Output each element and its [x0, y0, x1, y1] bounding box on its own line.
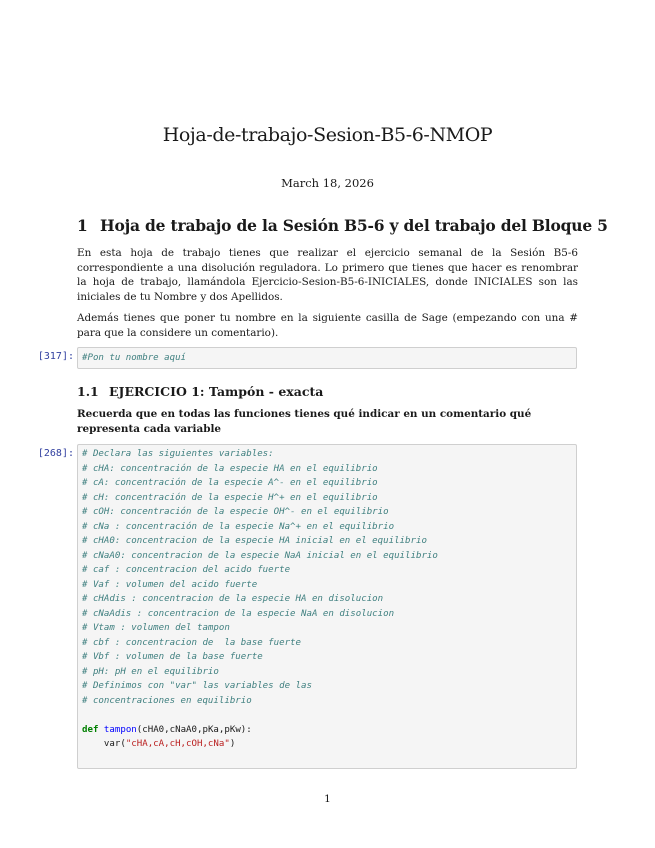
code-comment: # cHA0: concentracion de la especie HA inicial en el equilibrio — [82, 536, 427, 546]
code-comment: # cHA: concentración de la especie HA en el equilibrio — [82, 463, 378, 474]
code-comment: # Vbf : volumen de la base fuerte — [82, 652, 263, 662]
code-editor[interactable] — [78, 348, 576, 368]
document-title: Hoja-de-trabajo-Sesion-B5-6-NMOP — [162, 124, 493, 146]
code-comment: # cA: concentración de la especie A^- en el equilibrio — [82, 478, 378, 488]
code-comment: # pH: pH en el equilibrio — [82, 666, 219, 677]
code-comment: # cHAdis : concentracion de la especie HA en disolucion — [82, 594, 384, 604]
function-name: tampon — [103, 724, 137, 735]
cell-prompt: [268]: — [37, 448, 74, 459]
def-keyword: def — [82, 724, 99, 735]
code-comment: # Definimos con "var" las variables de las — [82, 681, 312, 691]
document-date: March 18, 2026 — [281, 176, 374, 190]
code-comment: # Vaf : volumen del acido fuerte — [82, 579, 258, 590]
code-comment: # cNa : concentración de la especie Na^+ en el equilibrio — [82, 521, 395, 532]
subsection-number: 1.1 — [77, 384, 99, 399]
code-comment: # cH: concentración de la especie H^+ en el equilibrio — [82, 492, 378, 503]
code-comment: # cNaAdis : concentracion de la especie NaA en disolucion — [82, 608, 395, 619]
code-comment: # caf : concentracion del acido fuerte — [82, 565, 291, 575]
function-comment-note: Recuerda que en todas las funciones tienes qué indicar en un comentario qué representa cada variable — [77, 408, 532, 435]
section-heading — [77, 216, 608, 235]
subsection-title: EJERCICIO 1: Tampón - exacta — [109, 384, 324, 399]
cell-prompt: [317]: — [37, 351, 74, 362]
section-number: 1 — [77, 216, 88, 235]
intro-paragraph: En esta hoja de trabajo tienes que realizar el ejercicio semanal de la Sesión B5-6 correspondiente a una disolución reguladora. Lo primero que tienes que hacer es renombrar la hoja de trabajo, llamándola Ejercicio-Sesion-B5-6-INICIALES, donde INICIALES son las iniciales de tu Nombre y dos Apellidos. — [77, 247, 578, 303]
page-number: 1 — [324, 793, 331, 805]
code-comment: #Pon tu nombre aquí — [82, 353, 187, 363]
var-call: var( — [103, 739, 126, 749]
subsection-heading — [77, 384, 323, 399]
section-title: Hoja de trabajo de la Sesión B5-6 y del trabajo del Bloque 5 — [100, 216, 608, 235]
name-instruction-paragraph: Además tienes que poner tu nombre en la siguiente casilla de Sage (empezando con una # para que la considere un comentario). — [77, 312, 578, 339]
code-cell-name[interactable] — [77, 347, 577, 369]
code-comment: # cbf : concentracion de la base fuerte — [82, 637, 301, 648]
code-comment: # cOH: concentración de la especie OH^- en el equilibrio — [82, 507, 389, 517]
function-args: (cHA0,cNaA0,pKa,pKw): — [136, 724, 252, 735]
code-cell-tampon[interactable] — [77, 444, 577, 769]
code-comment: # Declara las siguientes variables: — [82, 449, 274, 459]
code-comment: # Vtam : volumen del tampon — [82, 623, 230, 633]
var-string: "cHA,cA,cH,cOH,cNa" — [125, 739, 230, 749]
code-comment: # cNaA0: concentracion de la especie NaA inicial en el equilibrio — [82, 550, 438, 561]
var-close: ) — [229, 739, 236, 749]
code-comment: # concentraciones en equilibrio — [82, 695, 252, 706]
code-editor[interactable] — [78, 445, 576, 754]
